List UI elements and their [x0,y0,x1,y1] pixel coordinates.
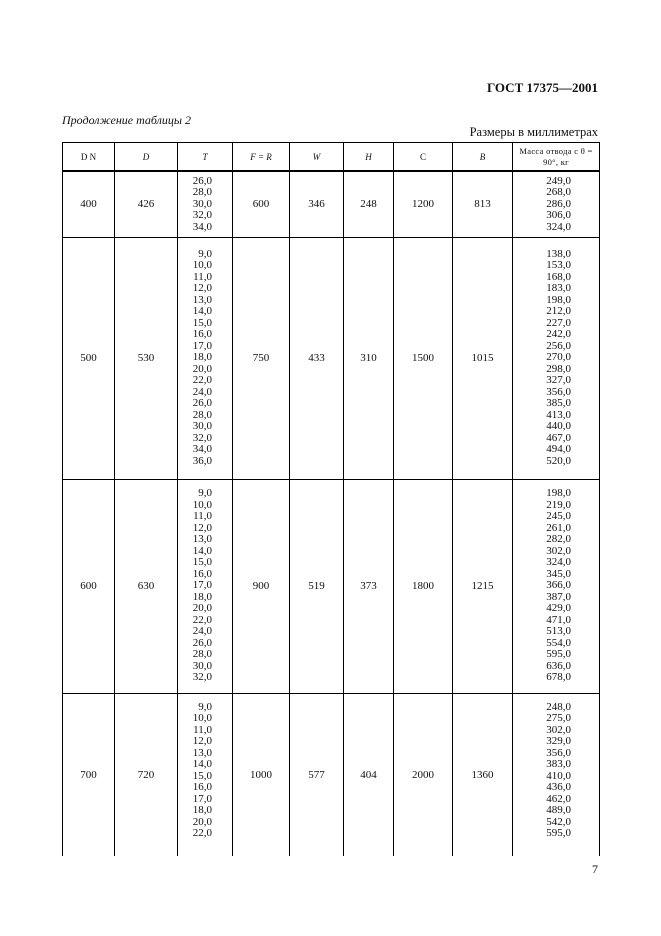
wall-thickness-value: 24,0 [192,625,212,638]
cell-dn: 500 [63,237,115,479]
standard-number: ГОСТ 17375—2001 [486,80,598,95]
mass-value: 471,0 [546,613,571,626]
cell-f-r: 1000 [233,693,290,856]
col-header-d: D [115,143,178,172]
wall-thickness-value: 9,0 [198,700,212,713]
mass-value: 356,0 [546,385,571,398]
wall-thickness-value: 11,0 [193,510,212,523]
cell-w: 577 [290,693,344,856]
mass-value: 302,0 [546,723,571,736]
mass-value: 306,0 [546,209,571,221]
mass-value: 302,0 [546,544,571,557]
wall-thickness-value: 20,0 [192,602,212,615]
wall-thickness-value: 28,0 [192,648,212,661]
mass-value: 282,0 [546,533,571,546]
col-header-dn: D N [63,143,115,172]
wall-thickness-value: 15,0 [192,316,212,329]
wall-thickness-value: 26,0 [192,397,212,410]
mass-value: 429,0 [546,602,571,615]
wall-thickness-value: 28,0 [192,408,212,421]
wall-thickness-value: 32,0 [192,671,212,684]
cell-mass [513,171,600,237]
mass-value: 356,0 [546,746,571,759]
wall-thickness-value: 11,0 [193,270,212,283]
mass-value: 183,0 [546,282,571,295]
wall-thickness-value: 22,0 [192,827,212,839]
cell-d: 720 [115,693,178,856]
cell-mass [513,479,600,693]
units-note: Размеры в миллиметрах [469,125,598,139]
mass-value: 595,0 [546,648,571,661]
mass-value: 383,0 [546,758,571,770]
wall-thickness-value: 20,0 [192,362,212,375]
cell-t [178,693,233,856]
cell-h: 310 [344,237,394,479]
mass-value: 249,0 [546,174,571,187]
mass-value: 413,0 [546,408,571,421]
mass-value: 256,0 [546,339,571,352]
table-row [63,171,600,237]
mass-value: 513,0 [546,625,571,638]
mass-value: 268,0 [546,186,571,198]
cell-w: 519 [290,479,344,693]
wall-thickness-value: 30,0 [192,659,212,672]
mass-value: 410,0 [546,769,571,782]
wall-thickness-value: 13,0 [192,293,212,306]
wall-thickness-value: 9,0 [198,247,212,260]
wall-thickness-value: 14,0 [192,544,212,557]
wall-thickness-value: 24,0 [192,385,212,398]
mass-value: 387,0 [546,590,571,603]
wall-thickness-value: 18,0 [192,351,212,364]
wall-thickness-value: 13,0 [192,746,212,759]
mass-value: 366,0 [546,579,571,592]
wall-thickness-value: 17,0 [192,792,212,805]
col-header-c: C [394,143,453,172]
cell-c: 1200 [394,171,453,237]
mass-value: 298,0 [546,362,571,375]
mass-value: 636,0 [546,659,571,672]
wall-thickness-value: 15,0 [192,556,212,569]
wall-thickness-value: 32,0 [192,209,212,221]
cell-b: 1360 [453,693,513,856]
wall-thickness-value: 10,0 [192,259,212,272]
cell-b: 1215 [453,479,513,693]
mass-value: 138,0 [546,247,571,260]
col-header-b: B [453,143,513,172]
mass-value: 275,0 [546,712,571,724]
cell-mass [513,237,600,479]
cell-d: 630 [115,479,178,693]
wall-thickness-value: 22,0 [192,374,212,387]
mass-value: 440,0 [546,420,571,433]
cell-c: 2000 [394,693,453,856]
mass-value: 327,0 [546,374,571,387]
cell-b: 813 [453,171,513,237]
wall-thickness-value: 11,0 [193,723,212,736]
cell-dn: 700 [63,693,115,856]
mass-value: 198,0 [546,487,571,500]
wall-thickness-value: 16,0 [192,567,212,580]
wall-thickness-value: 10,0 [192,712,212,724]
wall-thickness-value: 34,0 [192,220,212,233]
mass-value: 245,0 [546,510,571,523]
cell-d: 426 [115,171,178,237]
mass-value: 542,0 [546,815,571,828]
cell-c: 1500 [394,237,453,479]
table-caption: Продолжение таблицы 2 [62,113,192,127]
mass-value: 462,0 [546,792,571,805]
mass-value: 678,0 [546,671,571,684]
table-row [63,237,600,479]
wall-thickness-value: 32,0 [192,431,212,444]
col-header-mass: Масса отвода с θ = 90°, кг [513,143,600,172]
cell-f-r: 750 [233,237,290,479]
table-row [63,693,600,856]
wall-thickness-value: 26,0 [192,174,212,187]
mass-value: 554,0 [546,636,571,649]
mass-value: 286,0 [546,197,571,210]
wall-thickness-value: 13,0 [192,533,212,546]
mass-value: 168,0 [546,270,571,283]
wall-thickness-value: 12,0 [192,521,212,534]
mass-value: 219,0 [546,498,571,511]
wall-thickness-value: 17,0 [192,339,212,352]
wall-thickness-value: 12,0 [192,282,212,295]
mass-value: 212,0 [546,305,571,318]
wall-thickness-value: 16,0 [192,781,212,793]
wall-thickness-value: 17,0 [192,579,212,592]
mass-value: 242,0 [546,328,571,341]
col-header-h: H [344,143,394,172]
mass-value: 345,0 [546,567,571,580]
wall-thickness-value: 34,0 [192,443,212,456]
mass-value: 520,0 [546,454,571,467]
dimensions-table [62,142,600,856]
mass-value: 436,0 [546,781,571,793]
wall-thickness-value: 26,0 [192,636,212,649]
cell-w: 346 [290,171,344,237]
mass-value: 494,0 [546,443,571,456]
wall-thickness-value: 20,0 [192,815,212,828]
cell-h: 248 [344,171,394,237]
wall-thickness-value: 15,0 [192,769,212,782]
cell-mass [513,693,600,856]
mass-value: 153,0 [546,259,571,272]
cell-t [178,171,233,237]
mass-value: 227,0 [546,316,571,329]
col-header-w: W [290,143,344,172]
col-header-f-r: F = R [233,143,290,172]
cell-dn: 600 [63,479,115,693]
table-header-row [63,143,600,172]
cell-b: 1015 [453,237,513,479]
mass-value: 261,0 [546,521,571,534]
mass-value: 324,0 [546,220,571,233]
table-row [63,479,600,693]
wall-thickness-value: 12,0 [192,735,212,747]
cell-f-r: 900 [233,479,290,693]
cell-f-r: 600 [233,171,290,237]
mass-value: 324,0 [546,556,571,569]
wall-thickness-value: 16,0 [192,328,212,341]
mass-value: 595,0 [546,827,571,839]
wall-thickness-value: 36,0 [192,454,212,467]
wall-thickness-value: 18,0 [192,804,212,816]
cell-dn: 400 [63,171,115,237]
mass-value: 467,0 [546,431,571,444]
col-header-t: T [178,143,233,172]
cell-h: 404 [344,693,394,856]
wall-thickness-value: 14,0 [192,758,212,770]
wall-thickness-value: 9,0 [198,487,212,500]
mass-value: 270,0 [546,351,571,364]
wall-thickness-value: 14,0 [192,305,212,318]
wall-thickness-value: 28,0 [192,186,212,198]
cell-h: 373 [344,479,394,693]
wall-thickness-value: 10,0 [192,498,212,511]
mass-value: 489,0 [546,804,571,816]
mass-value: 198,0 [546,293,571,306]
mass-value: 385,0 [546,397,571,410]
cell-d: 530 [115,237,178,479]
wall-thickness-value: 22,0 [192,613,212,626]
mass-value: 248,0 [546,700,571,713]
wall-thickness-value: 30,0 [192,420,212,433]
wall-thickness-value: 18,0 [192,590,212,603]
cell-w: 433 [290,237,344,479]
mass-value: 329,0 [546,735,571,747]
cell-t [178,479,233,693]
wall-thickness-value: 30,0 [192,197,212,210]
cell-t [178,237,233,479]
page-number: 7 [592,862,598,876]
cell-c: 1800 [394,479,453,693]
